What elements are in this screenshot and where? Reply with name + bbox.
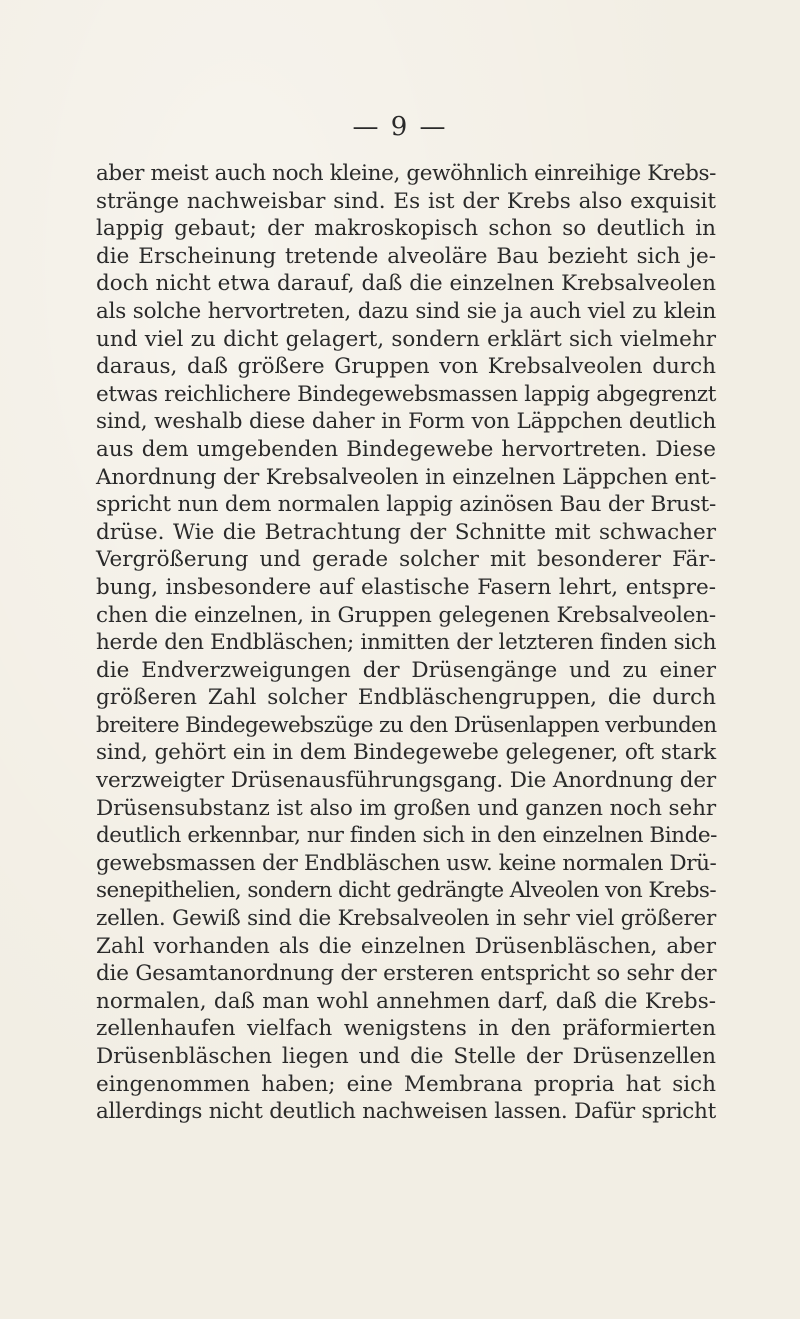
- text-line: verzweigter Drüsenausführungsgang. Die Anordnung der: [96, 768, 716, 794]
- text-line: die Erscheinung tretende alveoläre Bau bezieht sich je-: [96, 243, 716, 269]
- text-line: aber meist auch noch kleine, gewöhnlich einreihige Krebs-: [96, 161, 717, 186]
- text-line: stränge nachweisbar sind. Es ist der Krebs also exquisit: [96, 188, 716, 214]
- text-line: die Endverzweigungen der Drüsengänge und zu einer: [96, 657, 716, 683]
- text-line: zellenhaufen vielfach wenigstens in den präformierten: [96, 1016, 716, 1042]
- text-line: doch nicht etwa darauf, daß die einzelnen Krebsalveolen: [96, 271, 716, 297]
- text-line: drüse. Wie die Betrachtung der Schnitte mit schwacher: [96, 519, 716, 545]
- text-line: herde den Endbläschen; inmitten der letzteren finden sich: [96, 630, 717, 656]
- text-line: Vergrößerung und gerade solcher mit besonderer Fär-: [96, 547, 716, 573]
- text-line: gewebsmassen der Endbläschen usw. keine normalen Drü-: [96, 850, 717, 876]
- text-line: eingenommen haben; eine Membrana propria hat sich: [96, 1071, 716, 1097]
- text-line: größeren Zahl solcher Endbläschengruppen, die durch: [96, 685, 716, 711]
- text-line: als solche hervortreten, dazu sind sie ja auch viel zu klein: [96, 298, 716, 324]
- text-line: allerdings nicht deutlich nachweisen lassen. Dafür spricht: [96, 1099, 716, 1125]
- text-line: Drüsensubstanz ist also im großen und ganzen noch sehr: [96, 795, 716, 821]
- text-line: daraus, daß größere Gruppen von Krebsalveolen durch: [96, 354, 716, 380]
- text-line: sind, gehört ein in dem Bindegewebe gelegener, oft stark: [96, 740, 716, 766]
- text-line: senepithelien, sondern dicht gedrängte Alveolen von Krebs-: [96, 878, 716, 904]
- text-line: und viel zu dicht gelagert, sondern erklärt sich vielmehr: [96, 326, 716, 352]
- text-line: bung, insbesondere auf elastische Fasern lehrt, entspre-: [96, 574, 716, 600]
- text-line: aus dem umgebenden Bindegewebe hervortreten. Diese: [96, 436, 716, 462]
- text-line: deutlich erkennbar, nur finden sich in den einzelnen Binde-: [96, 823, 717, 849]
- text-line: lappig gebaut; der makroskopisch schon so deutlich in: [96, 216, 716, 242]
- text-line: spricht nun dem normalen lappig azinösen Bau der Brust-: [96, 492, 716, 518]
- page-number: — 9 —: [352, 112, 448, 142]
- body-text: [96, 160, 716, 1126]
- text-line: zellen. Gewiß sind die Krebsalveolen in sehr viel größerer: [96, 906, 716, 932]
- text-line: Anordnung der Krebsalveolen in einzelnen Läppchen ent-: [96, 464, 717, 490]
- text-line: etwas reichlichere Bindegewebsmassen lappig abgegrenzt: [96, 381, 716, 407]
- text-line: normalen, daß man wohl annehmen darf, daß die Krebs-: [96, 988, 716, 1014]
- text-line: Drüsenbläschen liegen und die Stelle der Drüsenzellen: [96, 1044, 716, 1069]
- text-line: chen die einzelnen, in Gruppen gelegenen Krebsalveolen-: [96, 602, 716, 628]
- text-line: Zahl vorhanden als die einzelnen Drüsenbläschen, aber: [96, 933, 716, 959]
- text-line: breitere Bindegewebszüge zu den Drüsenlappen verbunden: [96, 712, 717, 738]
- text-line: die Gesamtanordnung der ersteren entspricht so sehr der: [96, 961, 717, 987]
- text-line: sind, weshalb diese daher in Form von Läppchen deutlich: [96, 409, 716, 435]
